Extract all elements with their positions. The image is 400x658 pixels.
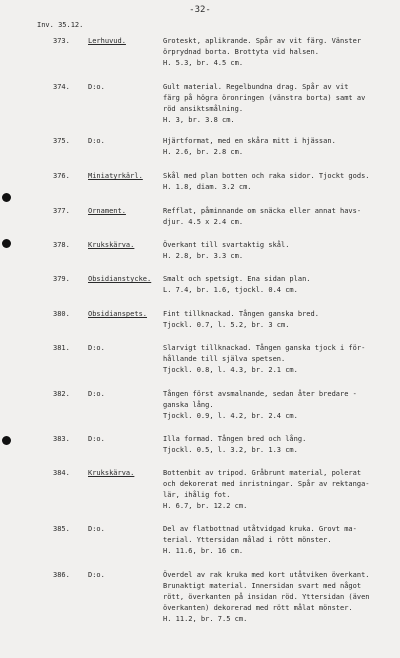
- entry-category: Miniatyrkärl.: [88, 172, 143, 180]
- entry-category: Lerhuvud.: [88, 37, 126, 45]
- entry-category: Obsidianstycke.: [88, 275, 152, 283]
- entry-description: [163, 206, 393, 228]
- description-line: Gult material. Regelbundna drag. Spår av vit: [163, 83, 349, 91]
- description-line: röd ansiktsmålning.: [163, 105, 244, 113]
- description-line: H. 3, br. 3.8 cm.: [163, 116, 235, 124]
- entry-description: [163, 343, 393, 376]
- description-line: terial. Yttersidan målad i rött mönster.: [163, 536, 332, 544]
- entry-category: D:o.: [88, 525, 105, 533]
- description-line: Brunaktigt material. Innersidan svart med något: [163, 582, 362, 590]
- description-line: Refflat, påminnande om snäcka eller annat havs-: [163, 207, 362, 215]
- inventory-number: Inv. 35.12.: [37, 21, 84, 29]
- entry-description: [163, 468, 393, 512]
- entry-description: [163, 82, 393, 126]
- entry-number: 386.: [53, 571, 70, 579]
- description-line: Bottenbit av tripod. Gråbrunt material, polerat: [163, 469, 362, 477]
- entry-category: D:o.: [88, 390, 105, 398]
- entry-number: 385.: [53, 525, 70, 533]
- entry-number: 384.: [53, 469, 70, 477]
- description-line: hållande till själva spetsen.: [163, 355, 286, 363]
- description-line: djur. 4.5 x 2.4 cm.: [163, 218, 244, 226]
- entry-category: D:o.: [88, 344, 105, 352]
- entry-number: 380.: [53, 310, 70, 318]
- description-line: färg på högra öronringen (vänstra borta) samt av: [163, 94, 366, 102]
- entry-number: 382.: [53, 390, 70, 398]
- entry-category: D:o.: [88, 83, 105, 91]
- description-line: Smalt och spetsigt. Ena sidan plan.: [163, 275, 311, 283]
- description-line: örprydnad borta. Brottyta vid halsen.: [163, 48, 319, 56]
- description-line: och dekorerat med inristningar. Spår av rektanga-: [163, 480, 370, 488]
- punch-hole: [2, 239, 11, 248]
- entry-description: [163, 309, 393, 331]
- description-line: H. 11.2, br. 7.5 cm.: [163, 615, 248, 623]
- description-line: rött, överkanten på insidan röd. Yttersidan (även: [163, 593, 370, 601]
- description-line: Slarvigt tillknackad. Tången ganska tjock i för-: [163, 344, 366, 352]
- description-line: Fint tillknackad. Tången ganska bred.: [163, 310, 319, 318]
- description-line: L. 7.4, br. 1.6, tjockl. 0.4 cm.: [163, 286, 298, 294]
- description-line: H. 5.3, br. 4.5 cm.: [163, 59, 244, 67]
- description-line: Tjockl. 0.7, l. 5.2, br. 3 cm.: [163, 321, 290, 329]
- entry-category: Ornament.: [88, 207, 126, 215]
- entry-description: [163, 136, 393, 158]
- entry-description: [163, 434, 393, 456]
- description-line: H. 6.7, br. 12.2 cm.: [163, 502, 248, 510]
- page-number: -32-: [189, 5, 211, 15]
- entry-number: 383.: [53, 435, 70, 443]
- description-line: Överdel av rak kruka med kort utåtviken överkant.: [163, 571, 370, 579]
- description-line: Skål med plan botten och raka sidor. Tjockt gods.: [163, 172, 370, 180]
- description-line: H. 1.8, diam. 3.2 cm.: [163, 183, 252, 191]
- entry-category: Krukskärva.: [88, 241, 135, 249]
- entry-number: 378.: [53, 241, 70, 249]
- entry-number: 381.: [53, 344, 70, 352]
- description-line: Överkant till svartaktig skål.: [163, 241, 290, 249]
- entry-description: [163, 524, 393, 557]
- entry-number: 376.: [53, 172, 70, 180]
- entry-description: [163, 389, 393, 422]
- punch-hole: [2, 436, 11, 445]
- entry-number: 375.: [53, 137, 70, 145]
- entry-description: [163, 240, 393, 262]
- punch-hole: [2, 193, 11, 202]
- description-line: lär, ihålig fot.: [163, 491, 231, 499]
- description-line: Del av flatbottnad utåtvidgad kruka. Grovt ma-: [163, 525, 357, 533]
- entry-number: 377.: [53, 207, 70, 215]
- description-line: Illa formad. Tången bred och lång.: [163, 435, 307, 443]
- entry-category: Krukskärva.: [88, 469, 135, 477]
- description-line: H. 11.6, br. 16 cm.: [163, 547, 244, 555]
- description-line: H. 2.6, br. 2.8 cm.: [163, 148, 244, 156]
- entry-category: D:o.: [88, 137, 105, 145]
- entry-number: 374.: [53, 83, 70, 91]
- description-line: Groteskt, aplikrande. Spår av vit färg. Vänster: [163, 37, 362, 45]
- entry-category: Obsidianspets.: [88, 310, 148, 318]
- description-line: Hjärtformat, med en skåra mitt i hjässan.: [163, 137, 336, 145]
- description-line: Tjockl. 0.9, l. 4.2, br. 2.4 cm.: [163, 412, 298, 420]
- description-line: Tjockl. 0.8, l. 4.3, br. 2.1 cm.: [163, 366, 298, 374]
- entry-category: D:o.: [88, 571, 105, 579]
- entry-category: D:o.: [88, 435, 105, 443]
- entry-number: 379.: [53, 275, 70, 283]
- description-line: Tången först avsmalnande, sedan åter bredare -: [163, 390, 357, 398]
- description-line: ganska lång.: [163, 401, 214, 409]
- entry-description: [163, 36, 393, 69]
- description-line: överkanten) dekorerad med rött målat mönster.: [163, 604, 353, 612]
- entry-description: [163, 570, 393, 625]
- description-line: Tjockl. 0.5, l. 3.2, br. 1.3 cm.: [163, 446, 298, 454]
- entry-number: 373.: [53, 37, 70, 45]
- entry-description: [163, 274, 393, 296]
- description-line: H. 2.8, br. 3.3 cm.: [163, 252, 244, 260]
- entry-description: [163, 171, 393, 193]
